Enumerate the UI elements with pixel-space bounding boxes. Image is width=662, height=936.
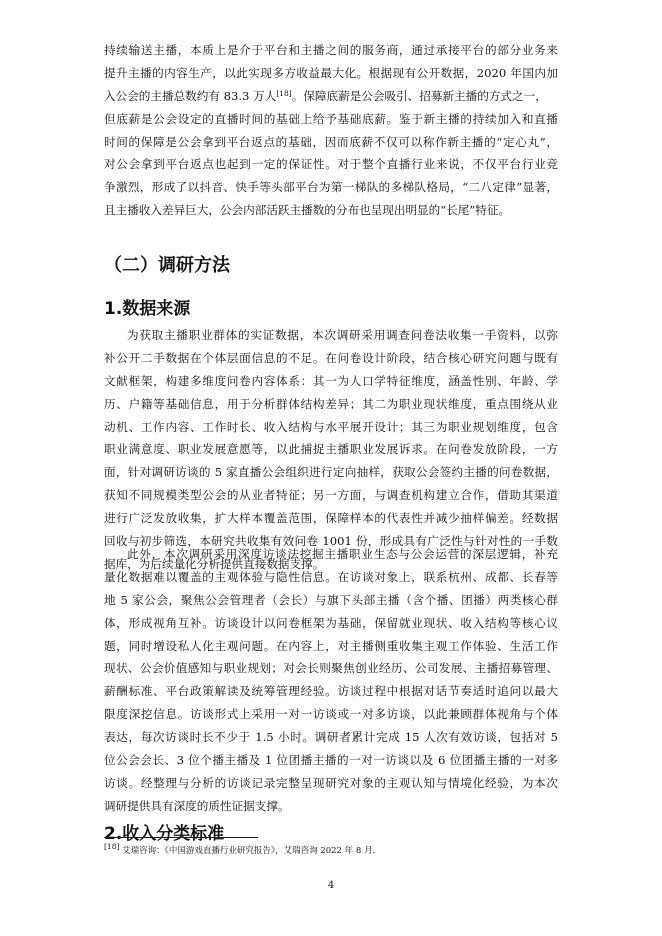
text-line: 补公开二手数据在个体层面信息的不足。在问卷设计阶段，结合核心研究问题与既有 bbox=[104, 350, 558, 365]
text-line: 持续输送主播，本质上是介于平台和主播之间的服务商，通过承接平台的部分业务来 bbox=[104, 43, 558, 57]
text-line: 获知不同规模类型公会的从业者特征；另一方面，与调查机构建立合作，借助其渠道 bbox=[104, 488, 558, 503]
text-line: 但底薪是公会设定的直播时间的基础上给予基础底薪。鉴于新主播的持续加入和直播 bbox=[104, 111, 558, 126]
text-line: 提升主播的内容生产，以此实现多方收益最大化。根据现有公开数据，2020 年国内加 bbox=[104, 65, 558, 80]
text-line: 访谈。经整理与分析的访谈记录完整呈现研究对象的主观认知与情境化经验，为本次 bbox=[104, 775, 558, 790]
subsection-heading: 2.收入分类标准 bbox=[104, 824, 225, 844]
text-line: 现状、公会价值感知与职业规划；对会长则聚焦创业经历、公司发展、主播招募管理、 bbox=[104, 661, 558, 676]
page-number: 4 bbox=[327, 880, 335, 891]
text-line: 回收与初步筛选，本研究共收集有效问卷 1001 份，形成具有广泛性与针对性的一手数 bbox=[104, 534, 558, 549]
text-line: 时间的保障是公会拿到平台返点的基础，因而底薪不仅可以称作新主播的“定心丸”， bbox=[104, 134, 558, 149]
text-line: 体，形成视角互补。访谈设计以问卷框架为基础，保留就业现状、收入结构等核心议 bbox=[104, 615, 558, 630]
text-line: 文献框架，构建多维度问卷内容体系：其一为人口学特征维度，涵盖性别、年龄、学 bbox=[104, 373, 558, 388]
text-line: 此外，本次调研采用深度访谈法挖掘主播职业生态与公会运营的深层逻辑，补充 bbox=[127, 547, 558, 561]
footnote-marker: [18] bbox=[104, 842, 120, 851]
text-line: 进行广泛发放收集，扩大样本覆盖范围，保障样本的代表性并减少抽样偏差。经数据 bbox=[104, 511, 558, 526]
text-fragment: 。保障底薪是公会吸引、招募新主播的方式之一， bbox=[291, 88, 547, 103]
text-line: 表达，每次访谈时长不少于 1.5 小时。调研者累计完成 15 人次有效访谈，包括对 5 bbox=[104, 730, 558, 745]
paragraph-data-source bbox=[104, 324, 558, 576]
text-line: 对公会拿到平台返点也起到一定的保证性。对于整个直播行业来说，不仅平台行业竞 bbox=[104, 157, 558, 172]
section-heading: （二）调研方法 bbox=[104, 255, 230, 276]
text-line: 题，同时增设私人化主观问题。在内容上，对主播侧重收集主观工作体验、生活工作 bbox=[104, 638, 558, 653]
paragraph-continuation bbox=[104, 39, 558, 222]
text-line: 动机、工作内容、工作时长、收入结构与水平展开设计；其三为职业规划维度，包含 bbox=[104, 419, 558, 434]
text-line: 据库，为后续量化分析提供直接数据支撑。 bbox=[104, 556, 325, 571]
text-line: 职业满意度、职业发展意愿等，以此捕捉主播职业发展诉求。在问卷发放阶段，一方 bbox=[104, 442, 558, 457]
citation-superscript: [18] bbox=[276, 88, 292, 98]
footnote-text: 艾瑞咨询：《中国游戏直播行业研究报告》，艾瑞咨询 2022 年 8 月. bbox=[119, 846, 376, 856]
text-line-with-citation bbox=[104, 85, 558, 108]
subsection-heading: 1.数据来源 bbox=[104, 299, 191, 319]
text-line: 历、户籍等基础信息，用于分析群体结构差异；其二为职业现状维度，重点围绕从业 bbox=[104, 396, 558, 411]
text-line: 限度深挖信息。访谈形式上采用一对一访谈或一对多访谈，以此兼顾群体视角与个体 bbox=[104, 707, 558, 722]
text-line: 为获取主播职业群体的实证数据，本次调研采用调查问卷法收集一手资料，以弥 bbox=[127, 328, 558, 342]
text-line: 量化数据难以覆盖的主观体验与隐性信息。在访谈对象上，联系杭州、成都、长春等 bbox=[104, 569, 558, 584]
text-line: 薪酬标准、平台政策解读及统筹管理经验。访谈过程中根据对话节奏适时追问以最大 bbox=[104, 684, 558, 699]
text-line: 位公会会长、3 位个播主播及 1 位团播主播的一对一访谈以及 6 位团播主播的一对多 bbox=[104, 753, 558, 768]
footnote-divider bbox=[104, 837, 258, 838]
text-line: 且主播收入差异巨大，公会内部活跃主播数的分布也呈现出明显的“长尾”特征。 bbox=[104, 203, 511, 218]
footnote bbox=[104, 844, 375, 856]
text-line: 调研提供具有深度的质性证据支撑。 bbox=[104, 798, 290, 813]
paragraph-interviews bbox=[104, 543, 558, 818]
text-fragment: 入公会的主播总数约有 83.3 万人 bbox=[104, 88, 277, 103]
text-line: 面，针对调研访谈的 5 家直播公会组织进行定向抽样，获取公会签约主播的问卷数据， bbox=[104, 465, 558, 480]
text-line: 争激烈，形成了以抖音、快手等头部平台为第一梯队的多梯队格局，“二八定律”显著， bbox=[104, 180, 558, 195]
text-line: 地 5 家公会，聚焦公会管理者（会长）与旗下头部主播（含个播、团播）两类核心群 bbox=[104, 592, 558, 607]
